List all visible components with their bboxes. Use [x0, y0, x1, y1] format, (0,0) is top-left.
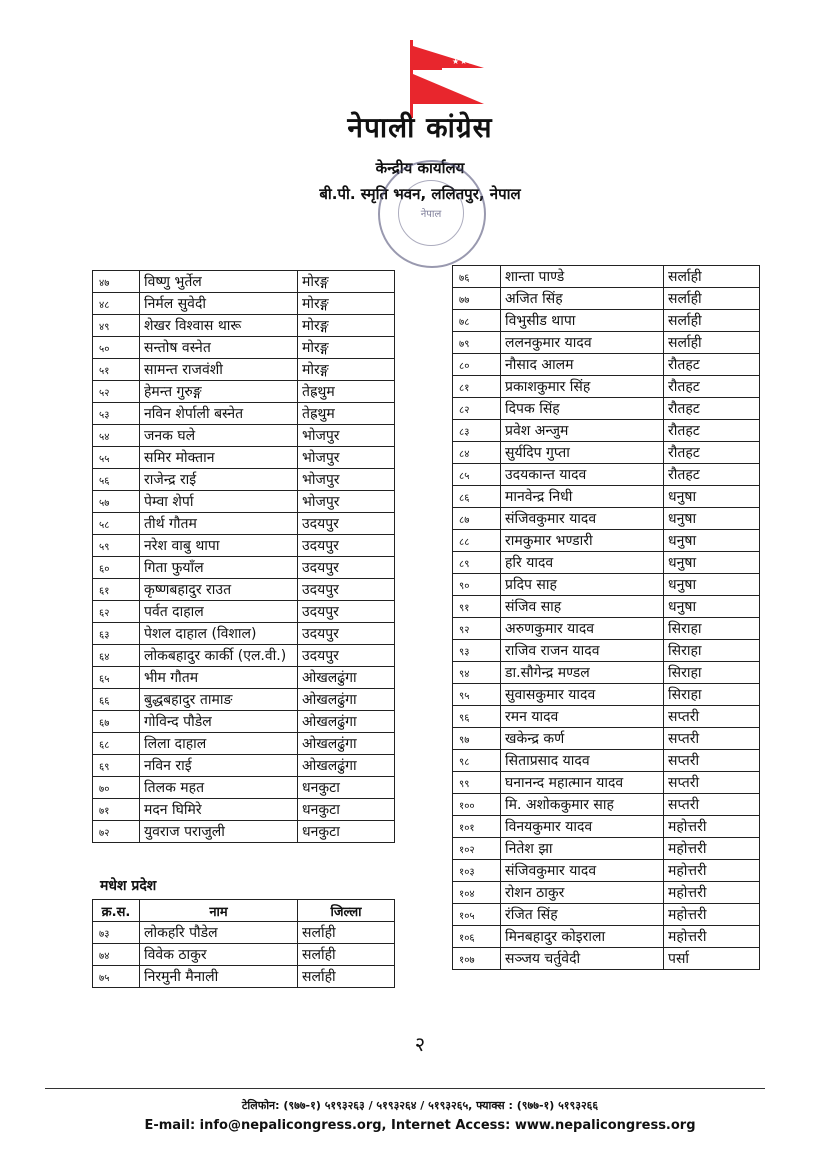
table-row — [453, 354, 760, 376]
column-header-sn: क्र.स. — [93, 900, 140, 922]
table-row — [93, 733, 395, 755]
member-name-cell: संजिवकुमार यादव — [501, 508, 664, 530]
table-row — [453, 860, 760, 882]
table-row — [93, 755, 395, 777]
table-row — [93, 447, 395, 469]
serial-number-cell: ७४ — [93, 944, 140, 966]
member-name-cell: मि. अशोककुमार साह — [501, 794, 664, 816]
serial-number-cell: ९७ — [453, 728, 501, 750]
table-row — [453, 882, 760, 904]
district-cell: सप्तरी — [664, 706, 760, 728]
table-row — [93, 293, 395, 315]
serial-number-cell: ८२ — [453, 398, 501, 420]
member-name-cell: तीर्थ गौतम — [140, 513, 298, 535]
district-cell: महोत्तरी — [664, 860, 760, 882]
table-row — [93, 271, 395, 293]
district-cell: सर्लाही — [664, 266, 760, 288]
district-cell: सिराहा — [664, 618, 760, 640]
office-address: बी.पी. स्मृति भवन, ललितपुर, नेपाल — [319, 185, 521, 203]
seal-center-text: नेपाल — [398, 180, 464, 246]
table-row — [453, 376, 760, 398]
serial-number-cell: ९० — [453, 574, 501, 596]
table-row — [453, 772, 760, 794]
footer-divider — [45, 1088, 765, 1089]
member-name-cell: प्रदिप साह — [501, 574, 664, 596]
serial-number-cell: ८८ — [453, 530, 501, 552]
serial-number-cell: ६९ — [93, 755, 140, 777]
serial-number-cell: ९१ — [453, 596, 501, 618]
serial-number-cell: ९९ — [453, 772, 501, 794]
member-name-cell: कृष्णबहादुर राउत — [140, 579, 298, 601]
table-row — [453, 310, 760, 332]
serial-number-cell: ९२ — [453, 618, 501, 640]
table-row — [453, 662, 760, 684]
member-name-cell: भीम गौतम — [140, 667, 298, 689]
member-name-cell: पर्वत दाहाल — [140, 601, 298, 623]
member-name-cell: सन्तोष वस्नेत — [140, 337, 298, 359]
member-name-cell: नितेश झा — [501, 838, 664, 860]
serial-number-cell: ६२ — [93, 601, 140, 623]
district-cell: सिराहा — [664, 640, 760, 662]
member-name-cell: विष्णु भुर्तेल — [140, 271, 298, 293]
member-name-cell: निरमुनी मैनाली — [140, 966, 298, 988]
table-row — [453, 530, 760, 552]
district-cell: भोजपुर — [298, 447, 395, 469]
serial-number-cell: ६४ — [93, 645, 140, 667]
serial-number-cell: ६० — [93, 557, 140, 579]
district-cell: भोजपुर — [298, 469, 395, 491]
serial-number-cell: १०० — [453, 794, 501, 816]
district-cell: रौतहट — [664, 464, 760, 486]
table-row — [453, 816, 760, 838]
member-name-cell: पेम्वा शेर्पा — [140, 491, 298, 513]
table-row — [93, 601, 395, 623]
serial-number-cell: ८६ — [453, 486, 501, 508]
member-name-cell: घनानन्द महात्मान यादव — [501, 772, 664, 794]
district-cell: सप्तरी — [664, 728, 760, 750]
member-name-cell: पेशल दाहाल (विशाल) — [140, 623, 298, 645]
table-row — [453, 794, 760, 816]
member-name-cell: संजिव साह — [501, 596, 664, 618]
table-row — [453, 838, 760, 860]
district-cell: महोत्तरी — [664, 926, 760, 948]
district-cell: धनुषा — [664, 508, 760, 530]
serial-number-cell: ५९ — [93, 535, 140, 557]
member-table-madhesh — [92, 899, 395, 988]
table-row — [453, 640, 760, 662]
table-row — [453, 266, 760, 288]
member-name-cell: ललनकुमार यादव — [501, 332, 664, 354]
district-cell: रौतहट — [664, 398, 760, 420]
district-cell: ओखलढुंगा — [298, 733, 395, 755]
flag-star-icon: ★ — [476, 57, 484, 66]
serial-number-cell: १०५ — [453, 904, 501, 926]
table-row — [93, 944, 395, 966]
flag-pole — [410, 40, 413, 118]
serial-number-cell: ६८ — [93, 733, 140, 755]
district-cell: सप्तरी — [664, 772, 760, 794]
district-cell: तेह्रथुम — [298, 403, 395, 425]
table-row — [453, 706, 760, 728]
table-row — [93, 667, 395, 689]
district-cell: उदयपुर — [298, 645, 395, 667]
serial-number-cell: ७० — [93, 777, 140, 799]
table-row — [93, 821, 395, 843]
member-name-cell: मानवेन्द्र निधी — [501, 486, 664, 508]
member-table-left — [92, 270, 395, 843]
member-name-cell: समिर मोक्तान — [140, 447, 298, 469]
table-row — [453, 552, 760, 574]
table-row — [93, 535, 395, 557]
table-row — [93, 799, 395, 821]
member-name-cell: गोविन्द पौडेल — [140, 711, 298, 733]
member-name-cell: उदयकान्त यादव — [501, 464, 664, 486]
serial-number-cell: १०१ — [453, 816, 501, 838]
serial-number-cell: ७१ — [93, 799, 140, 821]
district-cell: सिराहा — [664, 662, 760, 684]
flag-star-icon: ★ — [460, 57, 468, 66]
member-name-cell: हरि यादव — [501, 552, 664, 574]
table-row — [453, 596, 760, 618]
member-name-cell: राजेन्द्र राई — [140, 469, 298, 491]
column-header-district: जिल्ला — [298, 900, 395, 922]
table-row — [453, 332, 760, 354]
district-cell: सर्लाही — [664, 332, 760, 354]
district-cell: मोरङ्ग — [298, 271, 395, 293]
serial-number-cell: ८९ — [453, 552, 501, 574]
table-row — [93, 623, 395, 645]
member-name-cell: नरेश वाबु थापा — [140, 535, 298, 557]
member-name-cell: सिताप्रसाद यादव — [501, 750, 664, 772]
district-cell: महोत्तरी — [664, 816, 760, 838]
member-name-cell: सामन्त राजवंशी — [140, 359, 298, 381]
page-number: २ — [414, 1032, 426, 1056]
table-row — [93, 337, 395, 359]
serial-number-cell: ८५ — [453, 464, 501, 486]
table-row — [453, 464, 760, 486]
member-name-cell: शेखर विश्वास थारू — [140, 315, 298, 337]
table-row — [93, 491, 395, 513]
district-cell: सप्तरी — [664, 794, 760, 816]
member-name-cell: प्रवेश अन्जुम — [501, 420, 664, 442]
office-seal-stamp — [378, 160, 486, 268]
district-cell: महोत्तरी — [664, 904, 760, 926]
district-cell: भोजपुर — [298, 491, 395, 513]
district-cell: उदयपुर — [298, 601, 395, 623]
district-cell: सर्लाही — [664, 288, 760, 310]
serial-number-cell: ७५ — [93, 966, 140, 988]
office-title: केन्द्रीय कार्यालय — [375, 159, 465, 177]
district-cell: मोरङ्ग — [298, 293, 395, 315]
table-row — [453, 728, 760, 750]
district-cell: मोरङ्ग — [298, 359, 395, 381]
table-row — [93, 513, 395, 535]
district-cell: उदयपुर — [298, 579, 395, 601]
member-table-right — [452, 265, 760, 970]
serial-number-cell: ९८ — [453, 750, 501, 772]
member-name-cell: दिपक सिंह — [501, 398, 664, 420]
serial-number-cell: ६६ — [93, 689, 140, 711]
member-name-cell: राजिव राजन यादव — [501, 640, 664, 662]
serial-number-cell: ८१ — [453, 376, 501, 398]
table-row — [453, 398, 760, 420]
table-row — [93, 777, 395, 799]
serial-number-cell: ७६ — [453, 266, 501, 288]
table-row — [453, 288, 760, 310]
table-row — [93, 469, 395, 491]
serial-number-cell: ९६ — [453, 706, 501, 728]
table-row — [93, 403, 395, 425]
member-name-cell: मदन घिमिरे — [140, 799, 298, 821]
member-name-cell: गिता फुयाँल — [140, 557, 298, 579]
table-row — [93, 557, 395, 579]
table-header-row — [93, 900, 395, 922]
serial-number-cell: १०७ — [453, 948, 501, 970]
member-name-cell: नविन शेर्पाली बस्नेत — [140, 403, 298, 425]
district-cell: ओखलढुंगा — [298, 689, 395, 711]
serial-number-cell: ४८ — [93, 293, 140, 315]
serial-number-cell: ६७ — [93, 711, 140, 733]
table-row — [93, 381, 395, 403]
table-row — [453, 684, 760, 706]
serial-number-cell: ५१ — [93, 359, 140, 381]
district-cell: उदयपुर — [298, 535, 395, 557]
district-cell: सप्तरी — [664, 750, 760, 772]
table-row — [93, 579, 395, 601]
serial-number-cell: ४९ — [93, 315, 140, 337]
table-row — [93, 689, 395, 711]
table-row — [453, 574, 760, 596]
member-name-cell: तिलक महत — [140, 777, 298, 799]
district-cell: महोत्तरी — [664, 882, 760, 904]
table-row — [453, 948, 760, 970]
table-row — [93, 425, 395, 447]
member-name-cell: खकेन्द्र कर्ण — [501, 728, 664, 750]
serial-number-cell: ५८ — [93, 513, 140, 535]
district-cell: मोरङ्ग — [298, 337, 395, 359]
footer-contact-line: E-mail: info@nepalicongress.org, Internet Access: www.nepalicongress.org — [144, 1118, 696, 1133]
district-cell: पर्सा — [664, 948, 760, 970]
member-name-cell: विनयकुमार यादव — [501, 816, 664, 838]
member-name-cell: डा.सौगेन्द्र मण्डल — [501, 662, 664, 684]
serial-number-cell: ५६ — [93, 469, 140, 491]
district-cell: उदयपुर — [298, 513, 395, 535]
member-name-cell: संजिवकुमार यादव — [501, 860, 664, 882]
member-name-cell: सञ्जय चर्तुवेदी — [501, 948, 664, 970]
member-name-cell: रमन यादव — [501, 706, 664, 728]
member-name-cell: नौसाद आलम — [501, 354, 664, 376]
district-cell: सिराहा — [664, 684, 760, 706]
serial-number-cell: ८० — [453, 354, 501, 376]
table-row — [93, 922, 395, 944]
table-row — [93, 645, 395, 667]
member-name-cell: मिनबहादुर कोइराला — [501, 926, 664, 948]
district-cell: धनुषा — [664, 574, 760, 596]
table-row — [93, 315, 395, 337]
district-cell: ओखलढुंगा — [298, 755, 395, 777]
table-row — [453, 618, 760, 640]
serial-number-cell: ७८ — [453, 310, 501, 332]
table-row — [453, 508, 760, 530]
district-cell: धनकुटा — [298, 821, 395, 843]
serial-number-cell: ६५ — [93, 667, 140, 689]
serial-number-cell: ८३ — [453, 420, 501, 442]
district-cell: तेह्रथुम — [298, 381, 395, 403]
district-cell: सर्लाही — [298, 966, 395, 988]
serial-number-cell: ७९ — [453, 332, 501, 354]
serial-number-cell: ७७ — [453, 288, 501, 310]
table-row — [453, 486, 760, 508]
district-cell: रौतहट — [664, 442, 760, 464]
district-cell: रौतहट — [664, 420, 760, 442]
flag-lower-pennant — [413, 74, 484, 104]
member-name-cell: निर्मल सुवेदी — [140, 293, 298, 315]
serial-number-cell: ८४ — [453, 442, 501, 464]
org-name: नेपाली कांग्रेस — [347, 111, 493, 144]
member-name-cell: रामकुमार भण्डारी — [501, 530, 664, 552]
district-cell: भोजपुर — [298, 425, 395, 447]
member-name-cell: प्रकाशकुमार सिंह — [501, 376, 664, 398]
column-header-name: नाम — [140, 900, 298, 922]
serial-number-cell: १०२ — [453, 838, 501, 860]
table-row — [453, 904, 760, 926]
serial-number-cell: १०६ — [453, 926, 501, 948]
district-cell: उदयपुर — [298, 623, 395, 645]
serial-number-cell: ४७ — [93, 271, 140, 293]
serial-number-cell: ५३ — [93, 403, 140, 425]
table-row — [453, 926, 760, 948]
member-name-cell: रोशन ठाकुर — [501, 882, 664, 904]
serial-number-cell: ६१ — [93, 579, 140, 601]
member-name-cell: नविन राई — [140, 755, 298, 777]
member-name-cell: अजित सिंह — [501, 288, 664, 310]
district-cell: धनुषा — [664, 486, 760, 508]
district-cell: धनकुटा — [298, 799, 395, 821]
serial-number-cell: ५४ — [93, 425, 140, 447]
district-cell: सर्लाही — [664, 310, 760, 332]
member-name-cell: विवेक ठाकुर — [140, 944, 298, 966]
table-row — [453, 750, 760, 772]
member-name-cell: अरुणकुमार यादव — [501, 618, 664, 640]
district-cell: उदयपुर — [298, 557, 395, 579]
district-cell: रौतहट — [664, 354, 760, 376]
district-cell: धनुषा — [664, 596, 760, 618]
serial-number-cell: ७३ — [93, 922, 140, 944]
flag-star-icon: ★ — [452, 57, 460, 66]
member-name-cell: हेमन्त गुरुङ्ग — [140, 381, 298, 403]
serial-number-cell: ९४ — [453, 662, 501, 684]
table-row — [453, 442, 760, 464]
member-name-cell: जनक घले — [140, 425, 298, 447]
flag-star-icon: ★ — [468, 57, 476, 66]
member-name-cell: लोकबहादुर कार्की (एल.वी.) — [140, 645, 298, 667]
district-cell: धनुषा — [664, 530, 760, 552]
serial-number-cell: ७२ — [93, 821, 140, 843]
member-name-cell: बुद्धबहादुर तामाङ — [140, 689, 298, 711]
footer-phone-line: टेलिफोन: (९७७-१) ५१९३२६३ / ५१९३२६४ / ५१९३२६५, फ्याक्स : (९७७-१) ५१९३२६६ — [241, 1099, 599, 1112]
district-cell: सर्लाही — [298, 922, 395, 944]
serial-number-cell: ९३ — [453, 640, 501, 662]
serial-number-cell: ५२ — [93, 381, 140, 403]
district-cell: ओखलढुंगा — [298, 667, 395, 689]
district-cell: ओखलढुंगा — [298, 711, 395, 733]
table-row — [93, 711, 395, 733]
member-name-cell: लिला दाहाल — [140, 733, 298, 755]
serial-number-cell: ५५ — [93, 447, 140, 469]
member-name-cell: सुवासकुमार यादव — [501, 684, 664, 706]
district-cell: धनकुटा — [298, 777, 395, 799]
table-row — [93, 359, 395, 381]
serial-number-cell: ८७ — [453, 508, 501, 530]
district-cell: महोत्तरी — [664, 838, 760, 860]
serial-number-cell: ९५ — [453, 684, 501, 706]
table-row — [453, 420, 760, 442]
section-heading-madhesh: मधेश प्रदेश — [100, 878, 157, 894]
serial-number-cell: ५० — [93, 337, 140, 359]
member-name-cell: लोकहरि पौडेल — [140, 922, 298, 944]
district-cell: रौतहट — [664, 376, 760, 398]
serial-number-cell: ५७ — [93, 491, 140, 513]
member-name-cell: विभुसीड थापा — [501, 310, 664, 332]
member-name-cell: शान्ता पाण्डे — [501, 266, 664, 288]
district-cell: सर्लाही — [298, 944, 395, 966]
member-name-cell: युवराज पराजुली — [140, 821, 298, 843]
member-name-cell: सुर्यदिप गुप्ता — [501, 442, 664, 464]
member-name-cell: रंजित सिंह — [501, 904, 664, 926]
table-row — [93, 966, 395, 988]
serial-number-cell: १०३ — [453, 860, 501, 882]
district-cell: धनुषा — [664, 552, 760, 574]
serial-number-cell: १०४ — [453, 882, 501, 904]
serial-number-cell: ६३ — [93, 623, 140, 645]
district-cell: मोरङ्ग — [298, 315, 395, 337]
